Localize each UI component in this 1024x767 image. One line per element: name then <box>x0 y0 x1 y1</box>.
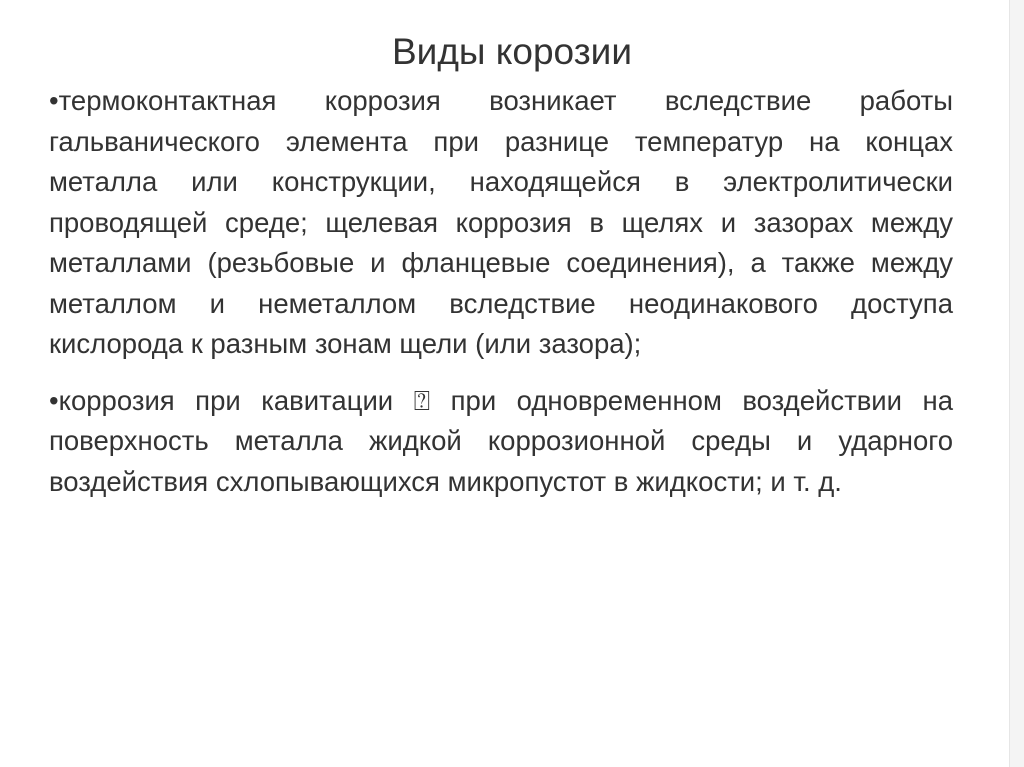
slide-body <box>49 81 953 502</box>
bullet-thermocontact-corrosion: •термоконтактная коррозия возникает вследствие работы гальванического элемента при разнице температур на концах металла или конструкции, находящейся в электролитически проводящей среде; щелевая коррозия в щелях и зазорах между металлами (резьбовые и фланцевые соединения), а также между металлом и неметаллом вследствие неодинакового доступа кислорода к разным зонам щели (или зазора); <box>49 85 953 359</box>
slide-title: Виды корозии <box>391 31 633 72</box>
bullet-cavitation-corrosion: •коррозия при кавитации ⍰ при одновременном воздействии на поверхность металла жидкой коррозионной среды и ударного воздействия схлопывающихся микропустот в жидкости; и т. д. <box>49 384 953 497</box>
slide-edge <box>1009 0 1024 767</box>
